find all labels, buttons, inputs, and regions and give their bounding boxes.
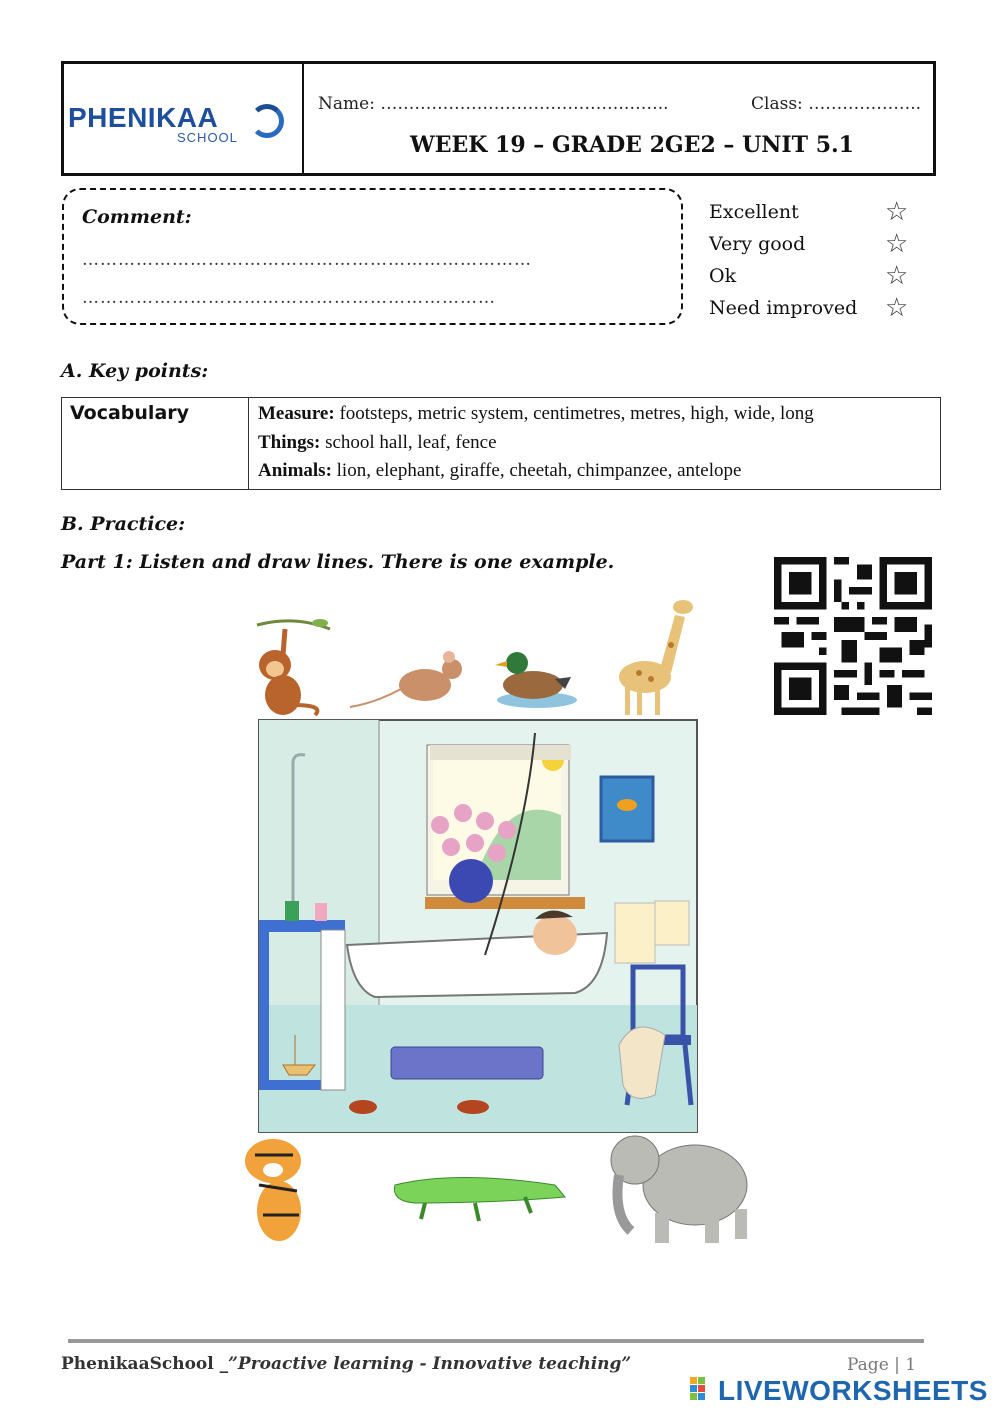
header-box <box>61 61 936 176</box>
comment-label: Comment: <box>82 206 192 228</box>
vocab-row-things <box>258 429 932 458</box>
rating-list <box>709 197 919 329</box>
duck-icon[interactable] <box>495 652 577 708</box>
section-a-heading: A. Key points: <box>61 360 209 382</box>
comment-box <box>62 188 683 325</box>
vocab-row-animals <box>258 457 932 486</box>
footer-school: PhenikaaSchool _ <box>61 1354 229 1374</box>
logo-subtitle: SCHOOL <box>177 130 238 145</box>
part-1-instruction: Part 1: Listen and draw lines. There is one example. <box>61 551 615 573</box>
vocabulary-table <box>61 397 941 490</box>
footer-rule <box>68 1339 924 1343</box>
star-icon[interactable]: ☆ <box>885 293 909 323</box>
star-icon[interactable]: ☆ <box>885 261 909 291</box>
vocab-label: Animals: <box>258 460 332 481</box>
elephant-icon[interactable] <box>611 1136 747 1243</box>
star-icon[interactable]: ☆ <box>885 229 909 259</box>
footer-text <box>61 1354 631 1374</box>
section-b-heading: B. Practice: <box>61 513 186 535</box>
rating-label: Need improved <box>709 297 858 319</box>
vocab-label: Things: <box>258 431 321 453</box>
rating-label: Excellent <box>709 201 799 223</box>
monkey-icon[interactable] <box>257 619 330 715</box>
qr-code[interactable] <box>774 557 932 715</box>
crocodile-icon[interactable] <box>394 1178 565 1222</box>
vocab-words: lion, elephant, giraffe, cheetah, chimpanzee, antelope <box>331 460 742 481</box>
footer-slogan: ”Proactive learning - Innovative teaching” <box>228 1354 632 1374</box>
liveworksheets-icon <box>690 1377 714 1405</box>
class-field[interactable]: Class: ……………….. <box>751 94 921 114</box>
worksheet-title: WEEK 19 – GRADE 2GE2 – UNIT 5.1 <box>410 132 854 158</box>
rating-need-improved <box>709 293 919 329</box>
vocab-words: footsteps, metric system, centimetres, metres, high, wide, long <box>334 403 814 424</box>
vocabulary-heading: Vocabulary <box>62 398 249 490</box>
vocab-words: school hall, leaf, fence <box>320 431 497 453</box>
star-icon[interactable]: ☆ <box>885 197 909 227</box>
vocab-row-measure <box>258 400 932 429</box>
vocabulary-list <box>249 398 941 490</box>
rating-label: Ok <box>709 265 737 287</box>
bathroom-illustration <box>235 585 760 1255</box>
comment-line-1[interactable]: ………………………………………………………………… <box>82 250 532 270</box>
page-number: Page | 1 <box>847 1355 917 1375</box>
logo <box>64 64 304 173</box>
fish-picture-icon[interactable] <box>601 777 653 841</box>
comment-line-2[interactable]: …………………………………………………………… <box>82 288 496 308</box>
logo-ring-icon <box>250 104 284 138</box>
liveworksheets-wordmark: LIVEWORKSHEETS <box>718 1375 988 1406</box>
giraffe-icon[interactable] <box>619 600 693 715</box>
name-field[interactable]: Name: …………………………………….…….. <box>318 94 669 114</box>
bath-mat-icon[interactable] <box>391 1047 543 1079</box>
vocab-label: Measure: <box>258 403 335 424</box>
mouse-icon[interactable] <box>350 651 462 707</box>
tiger-icon[interactable] <box>245 1139 301 1241</box>
logo-wordmark: PHENIKAA <box>68 102 219 133</box>
rating-label: Very good <box>709 233 806 255</box>
